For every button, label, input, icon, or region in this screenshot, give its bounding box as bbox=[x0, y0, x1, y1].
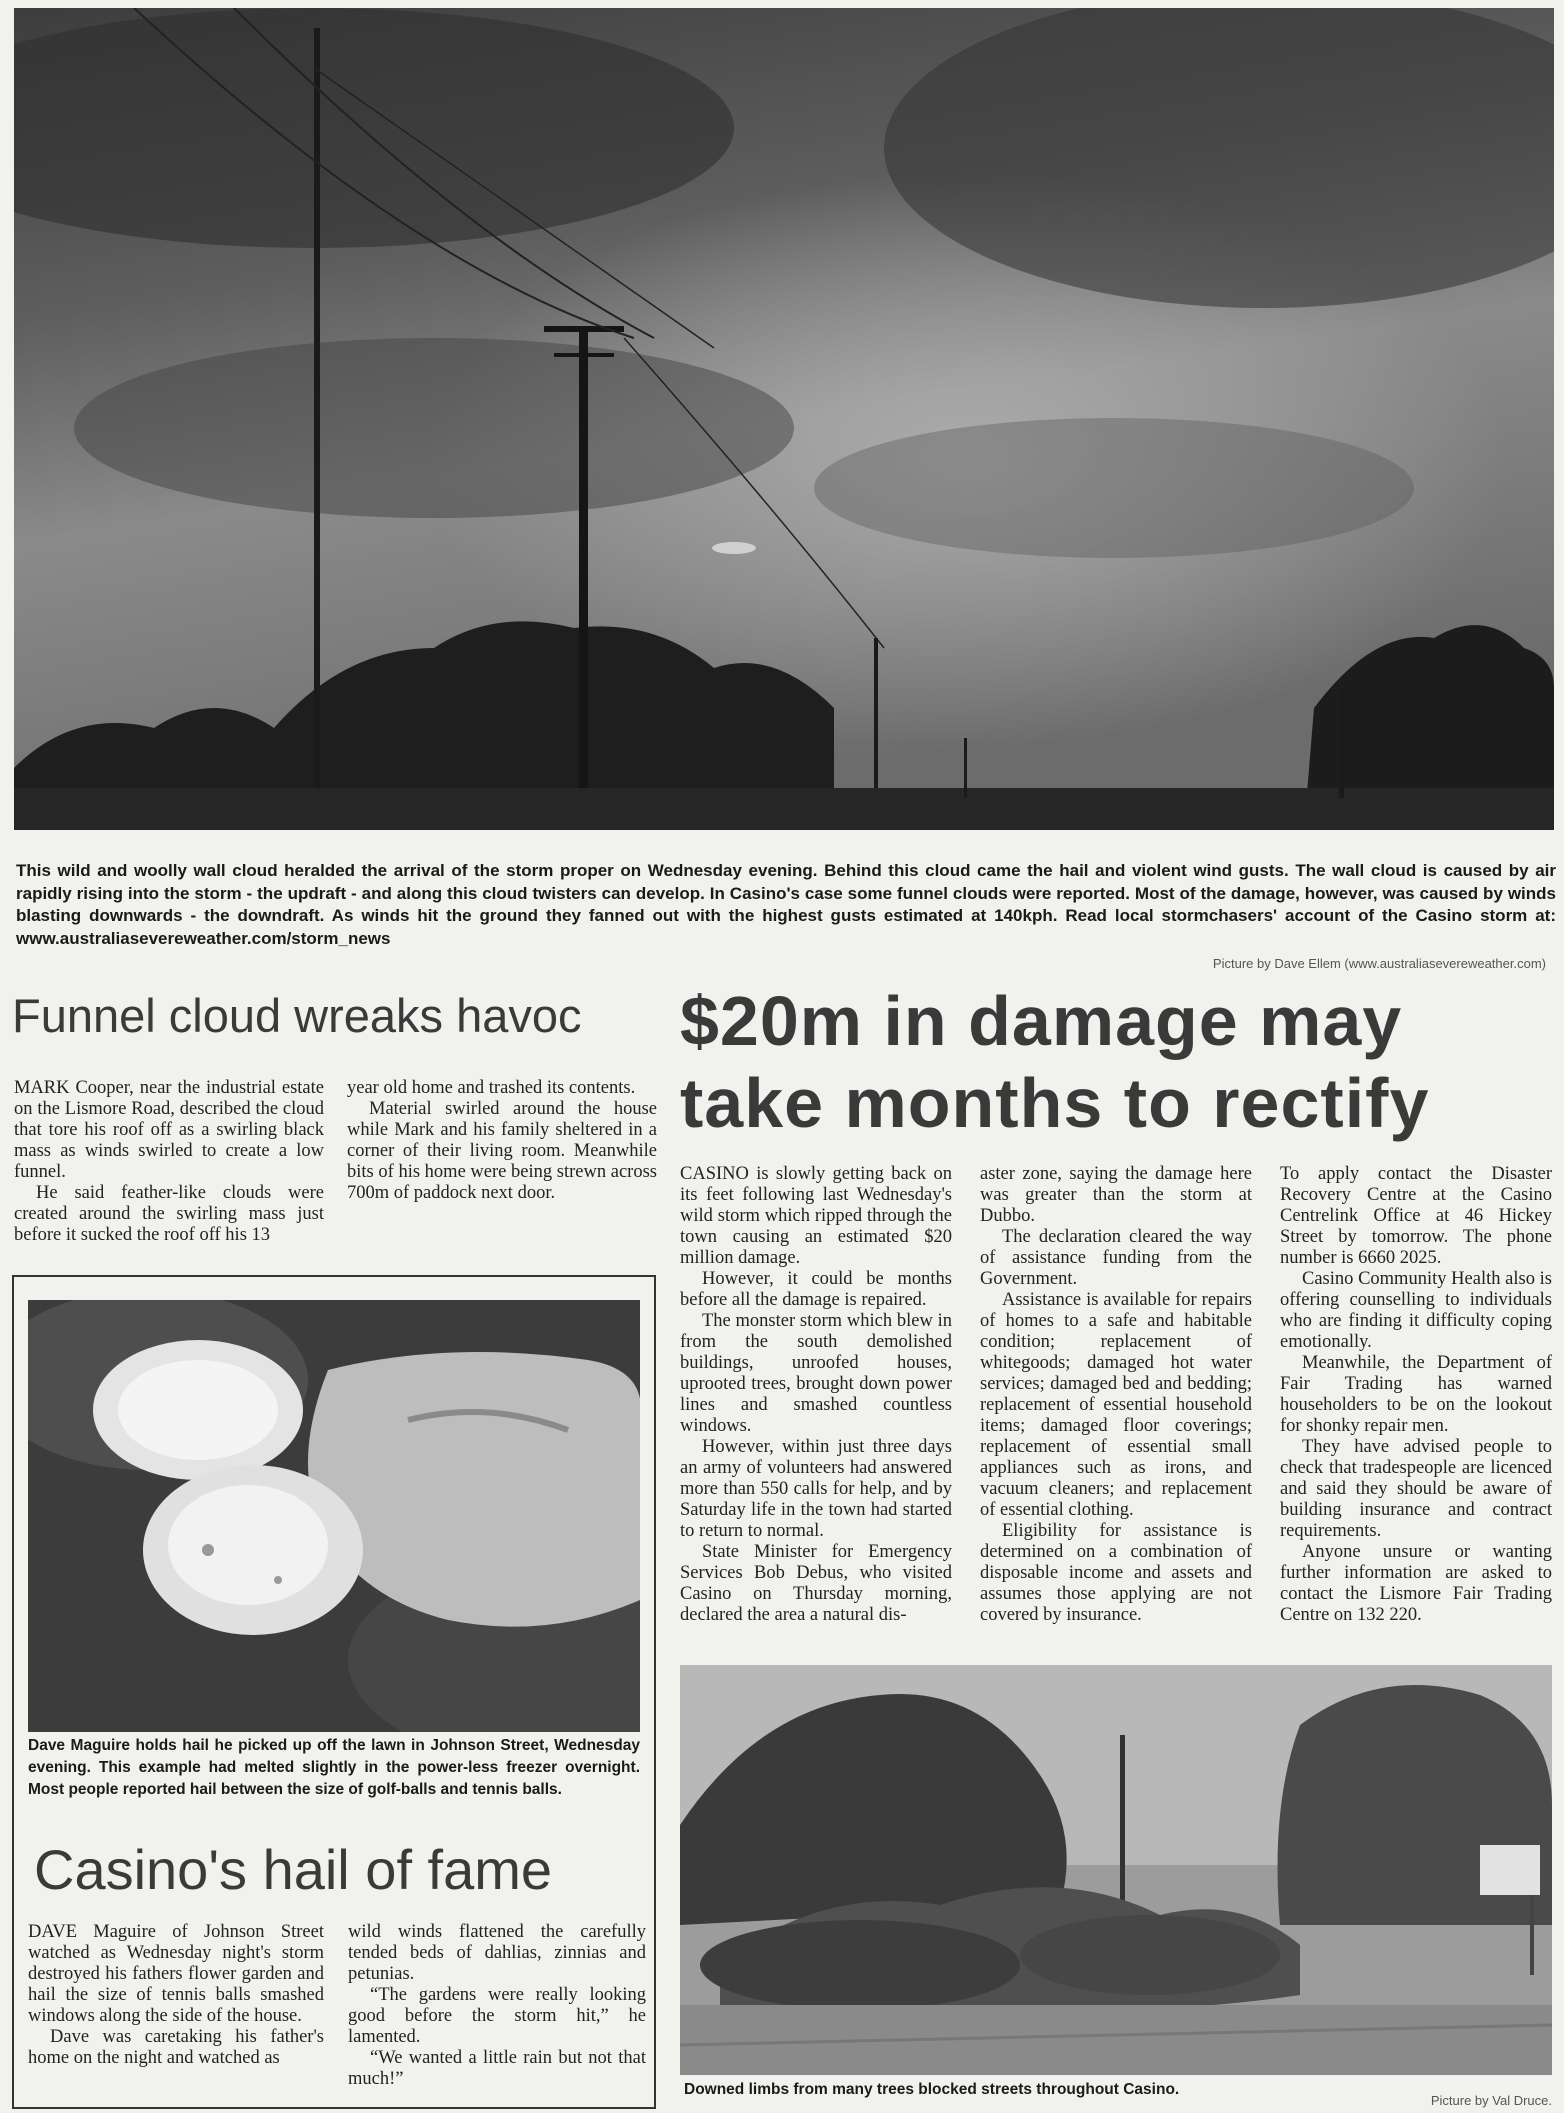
funnel-story-col2 bbox=[347, 1078, 657, 1204]
funnel-para: MARK Cooper, near the industrial estate on the Lismore Road, described the cloud that tore his roof off as a swirling black mass as winds swirled to create a low funnel. bbox=[14, 1078, 324, 1182]
main-story-col2 bbox=[980, 1164, 1252, 1626]
fallen-trees-street-image bbox=[680, 1665, 1552, 2075]
main-para: The declaration cleared the way of assistance funding from the Government. bbox=[980, 1227, 1252, 1289]
main-para: Eligibility for assistance is determined on a combination of disposable income and assets and assumes those applying are not covered by insurance. bbox=[980, 1521, 1252, 1625]
main-para: aster zone, saying the damage here was greater than the storm at Dubbo. bbox=[980, 1164, 1252, 1226]
main-para: However, it could be months before all the damage is repaired. bbox=[680, 1269, 952, 1310]
main-para: CASINO is slowly getting back on its feet following last Wednesday's wild storm which ripped through the town causing an estimated $20 million damage. bbox=[680, 1164, 952, 1268]
hail-story-col1 bbox=[28, 1922, 324, 2069]
top-photo-credit: Picture by Dave Ellem (www.australiasevereweather.com) bbox=[1212, 956, 1546, 971]
main-para: Casino Community Health also is offering counselling to individuals who are finding it difficulty coping emotionally. bbox=[1280, 1269, 1552, 1352]
main-para: Anyone unsure or wanting further information are asked to contact the Lismore Fair Trading Centre on 132 220. bbox=[1280, 1542, 1552, 1625]
hand-holding-hail-image bbox=[28, 1300, 640, 1732]
main-para: Meanwhile, the Department of Fair Trading has warned householders to be on the lookout for shonky repair men. bbox=[1280, 1353, 1552, 1436]
funnel-story-headline: Funnel cloud wreaks havoc bbox=[12, 989, 582, 1042]
main-para: They have advised people to check that tradespeople are licenced and said they should be aware of building insurance and contract requirements. bbox=[1280, 1437, 1552, 1541]
hail-para: DAVE Maguire of Johnson Street watched as Wednesday night's storm destroyed his fathers flower garden and hail the size of tennis balls smashed windows along the side of the house. bbox=[28, 1922, 324, 2026]
main-headline-line2: take months to rectify bbox=[680, 1064, 1430, 1142]
hail-para: wild winds flattened the carefully tended beds of dahlias, zinnias and petunias. bbox=[348, 1922, 646, 1984]
storm-wall-cloud-photo bbox=[14, 8, 1554, 830]
trees-photo-caption: Downed limbs from many trees blocked streets throughout Casino. bbox=[684, 2081, 1180, 2098]
main-story-col1 bbox=[680, 1164, 952, 1626]
main-headline-line1: $20m in damage may bbox=[680, 982, 1403, 1060]
downed-trees-photo bbox=[680, 1665, 1552, 2075]
top-photo-caption: This wild and woolly wall cloud heralded the arrival of the storm proper on Wednesday evening. Behind this cloud came the hail and violent wind gusts. The wall cloud is caused by air rapidly rising into the storm - the updraft - and along this cloud twisters can develop. In Casino's case some funnel clouds were reported. Most of the damage, however, was caused by winds blasting downwards - the downdraft. As winds hit the ground they fanned out with the highest gusts estimated at 140kph. Read local stormchasers' account of the Casino storm at: www.australiasevereweather.com/storm_news bbox=[16, 861, 1556, 948]
funnel-para: He said feather-like clouds were created around the swirling mass just before it sucked the roof off his 13 bbox=[14, 1183, 324, 1245]
hail-story-col2 bbox=[348, 1922, 646, 2090]
hail-para: “We wanted a little rain but not that much!” bbox=[348, 2048, 646, 2089]
storm-sky-image bbox=[14, 8, 1554, 830]
hail-story-headline: Casino's hail of fame bbox=[34, 1838, 553, 1901]
main-para: To apply contact the Disaster Recovery Centre at the Casino Centrelink Office at 46 Hickey Street by tomorrow. The phone number is 6660 2025. bbox=[1280, 1164, 1552, 1268]
hail-photo bbox=[28, 1300, 640, 1732]
main-story-col3 bbox=[1280, 1164, 1552, 1626]
funnel-story-col1 bbox=[14, 1078, 324, 1246]
hail-para: “The gardens were really looking good before the storm hit,” he lamented. bbox=[348, 1985, 646, 2047]
main-para: State Minister for Emergency Services Bob Debus, who visited Casino on Thursday morning, declared the area a natural dis- bbox=[680, 1542, 952, 1625]
trees-photo-credit: Picture by Val Druce. bbox=[1430, 2093, 1552, 2108]
main-para: The monster storm which blew in from the south demolished buildings, unroofed houses, uprooted trees, brought down power lines and smashed countless windows. bbox=[680, 1311, 952, 1436]
funnel-para: Material swirled around the house while Mark and his family sheltered in a corner of their living room. Meanwhile bits of his home were being strewn across 700m of paddock next door. bbox=[347, 1099, 657, 1203]
main-para: Assistance is available for repairs of homes to a safe and habitable condition; replacement of whitegoods; damaged hot water services; damaged bed and bedding; replacement of essential household items; damaged floor coverings; replacement of essential small appliances such as irons, and vacuum cleaners; and replacement of essential clothing. bbox=[980, 1290, 1252, 1520]
hail-photo-caption: Dave Maguire holds hail he picked up off the lawn in Johnson Street, Wednesday evening. This example had melted slightly in the power-less freezer overnight. Most people reported hail between the size of golf-balls and tennis balls. bbox=[28, 1737, 640, 1798]
main-para: However, within just three days an army of volunteers had answered more than 550 calls for help, and by Saturday life in the town had started to return to normal. bbox=[680, 1437, 952, 1541]
hail-para: Dave was caretaking his father's home on the night and watched as bbox=[28, 2027, 324, 2068]
funnel-para: year old home and trashed its contents. bbox=[347, 1078, 636, 1098]
